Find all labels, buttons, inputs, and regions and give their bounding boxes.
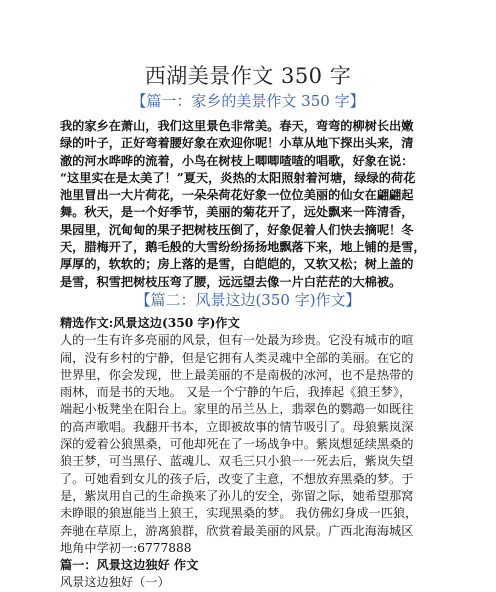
section-body (60, 118, 450, 291)
text-line: 天，腊梅开了，鹅毛般的大雪纷纷扬扬地飘落下来，地上铺的是雪， (60, 240, 426, 255)
text-line: 人的一生有许多亮丽的风景，但有一处最为珍贵。它没有城市的喧 (60, 333, 414, 348)
text-line: 精选作文:风景这边(350 字)作文 (60, 316, 240, 330)
text-line: 舞。秋天，是一个好季节，美丽的菊花开了，远处飘来一阵清香， (60, 205, 414, 220)
text-line: 了。可她看到女儿的孩子后，改变了主意，不想放弃黑桑的梦。于 (60, 471, 414, 486)
document-title: 西湖美景作文 350 字 (144, 64, 352, 88)
text-line: 是，紫岚用自己的生命换来了孙儿的安全，弥留之际，她希望那窝 (60, 488, 414, 503)
text-line: 未睁眼的狼崽能当上狼王，实现黑桑的梦。 我仿佛幻身成一匹狼， (60, 506, 418, 521)
text-line: 世界里，你会发现，世上最美丽的不是南极的冰河，也不是热带的 (60, 367, 414, 382)
text-line: 地角中学初一:6777888 (60, 540, 192, 555)
text-line: 的高声歌唱。我翻开书本，立即被故事的情节吸引了。母狼紫岚深 (60, 419, 414, 434)
text-line: 果园里，沉甸甸的果子把树枝压倒了，好象促着人们快去摘呢！冬 (60, 222, 414, 237)
text-line: 深的爱着公狼黑桑，可他却死在了一场战争中。紫岚想延续黑桑的 (60, 437, 414, 452)
text-line: “这里实在是太美了！”夏天，炎热的太阳照射着河塘，绿绿的荷花 (60, 170, 416, 185)
text-line: 池里冒出一大片荷花，一朵朵荷花好象一位位美丽的仙女在翩翩起 (60, 188, 414, 203)
section-body (60, 315, 450, 592)
text-line: 狼王梦，可当黑仔、蓝魂儿、双毛三只小狼一一死去后，紫岚失望 (60, 454, 414, 469)
text-line: 是雪，积雪把树枝压弯了腰，远远望去像一片白茫茫的大棉被。 (60, 274, 402, 289)
text-line: 厚厚的，软软的；房上落的是雪，白皑皑的，又软又松；树上盖的 (60, 257, 414, 272)
text-line: 风景这边独好（一） (60, 575, 170, 590)
text-line: 雨林，而是书的天地。 又是一个宁静的午后，我捧起《狼王梦》， (60, 385, 412, 400)
section-heading: 【篇二：风景这边(350 字)作文】 (135, 291, 361, 309)
text-line: 篇一：风景这边独好 作文 (60, 558, 199, 573)
text-line: 我的家乡在萧山，我们这里景色非常美。春天，弯弯的柳树长出嫩 (60, 119, 414, 133)
section-heading: 【篇一：家乡的美景作文 350 字】 (131, 92, 365, 110)
text-line: 闹，没有乡村的宁静，但是它拥有人类灵魂中全部的美丽。在它的 (60, 350, 414, 365)
text-line: 奔驰在草原上，游离狼群，欣赏着最美丽的风景。广西北海海城区 (60, 523, 414, 538)
text-line: 绿的叶子，正好弯着腰好象在欢迎你呢！小草从地下探出头来，清 (60, 136, 414, 151)
text-line: 澈的河水哗哗的流着，小鸟在树枝上唧唧喳喳的唱歌，好象在说： (60, 153, 414, 168)
text-line: 端起小板凳坐在阳台上。家里的吊兰丛上，翡翠色的鹦鹉一如既往 (60, 402, 414, 417)
